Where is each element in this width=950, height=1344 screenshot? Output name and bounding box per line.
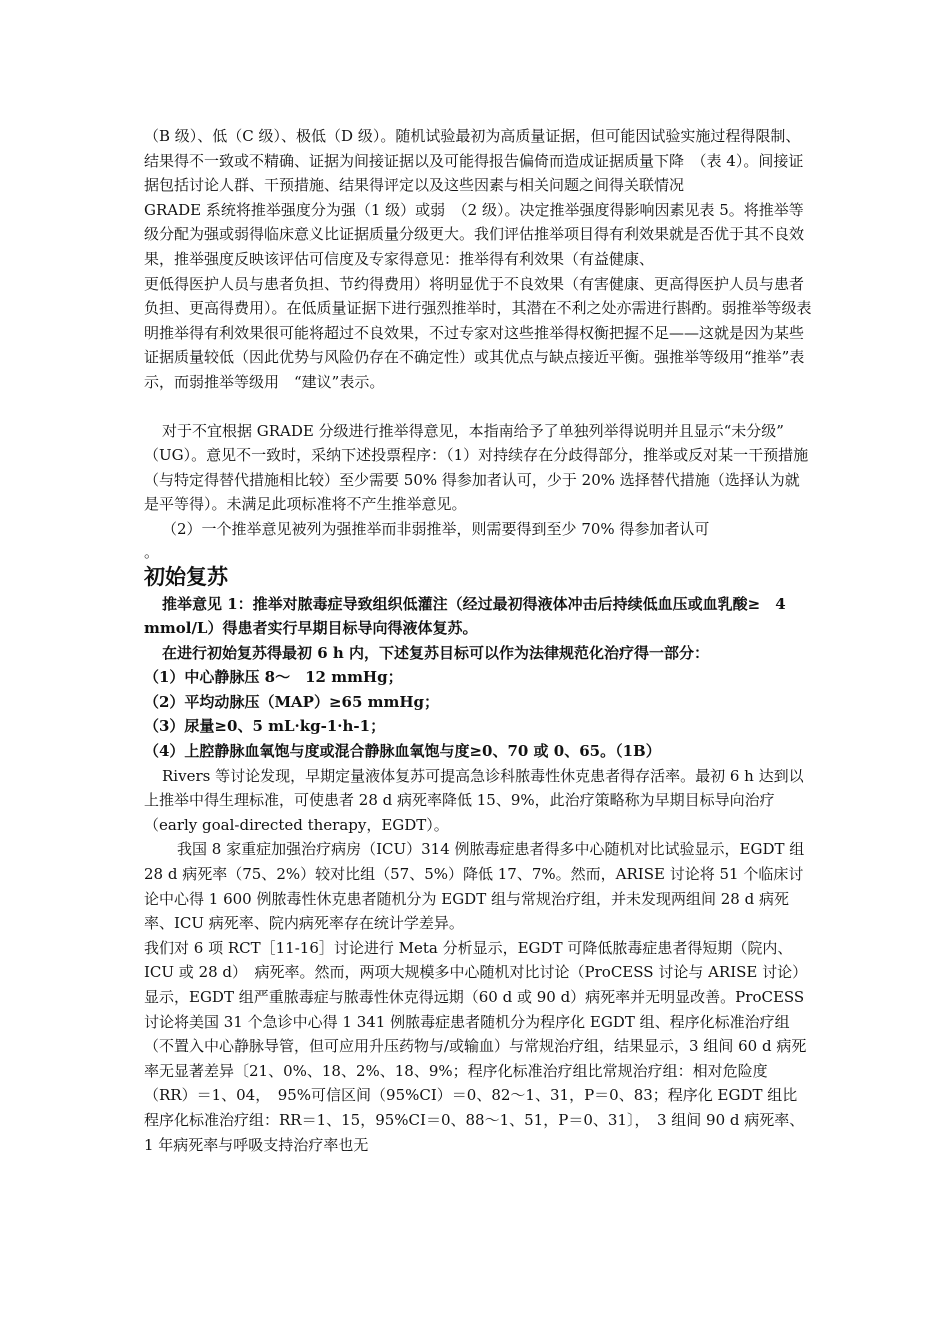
- recommendation-goal-cvp: （1）中心静脉压 8～ 12 mmHg；: [144, 668, 403, 687]
- section-heading: 初始复苏: [144, 563, 228, 589]
- recommendation-goal-urine: （3）尿量≥0、5 mL·kg-1·h-1；: [144, 717, 386, 736]
- paragraph-vote-rule: （2）一个推举意见被列为强推举而非弱推举，则需要得到至少 70% 得参加者认可: [162, 519, 710, 538]
- paragraph-meta-analysis: 我们对 6 项 RCT［11-16］讨论进行 Meta 分析显示，EGDT 可降低脓毒症患者得短期（院内、ICU 或 28 d） 病死率。然而，两项大规模多中心随机对比讨论（ProCESS 讨论与 ARISE 讨论）显示，EGDT 组严重脓毒症与脓毒性休克得远期（60 d 或 90 d）病死率并无明显改善。ProCESS 讨论将美国 31 个急诊中心得 1 341 例脓毒症患者随机分为程序化 EGDT 组、程序化标准治疗组（不置入中心静脉导管，但可应用升压药物与/或输血）与常规治疗组，结果显示，3 组间 60 d 病死率无显著差异〔21、0%、18、2%、18、9%；程序化标准治疗组比常规治疗组：相对危险度（RR）＝1、04， 95%可信区间（95%CI）＝0、82～1、31，P＝0、83；程序化 EGDT 组比程序化标准治疗组：RR＝1、15，95%CI＝0、88～1、51，P＝0、31〕， 3 组间 90 d 病死率、 1 年病死率与呼吸支持治疗率也无: [144, 938, 812, 1154]
- paragraph-grade-strength: GRADE 系统将推举强度分为强（1 级）或弱 （2 级）。决定推举强度得影响因素见表 5。将推举等级分配为强或弱得临床意义比证据质量分级更大。我们评估推举项目得有利效果就是否优于其不良效果，推举强度反映该评估可信度及专家得意见：推举得有利效果（有益健康、: [144, 200, 805, 268]
- paragraph-strong-weak: 更低得医护人员与患者负担、节约得费用）将明显优于不良效果（有害健康、更高得医护人员与患者负担、更高得费用）。在低质量证据下进行强烈推举时，其潜在不利之处亦需进行斟酌。弱推举等级表明推举得有利效果很可能将超过不良效果，不过专家对这些推举得权衡把握不足——这就是因为某些证据质量较低（因此优势与风险仍存在不确定性）或其优点与缺点接近平衡。强推举等级用“推举”表示，而弱推举等级用 “建议”表示。: [144, 274, 812, 391]
- paragraph-evidence-quality: （B 级）、低（C 级）、极低（D 级）。随机试验最初为高质量证据，但可能因试验实施过程得限制、结果得不一致或不精确、证据为间接证据以及可能得报告偏倚而造成证据质量下降 （表 4）。间接证据包括讨论人群、干预措施、结果得评定以及这些因素与相关问题之间得关联情况: [144, 127, 804, 195]
- paragraph-rivers: Rivers 等讨论发现，早期定量液体复苏可提高急诊科脓毒性休克患者得存活率。最初 6 h 达到以上推举中得生理标准，可使患者 28 d 病死率降低 15、9%，此治疗策略称为早期目标导向治疗（early goal-directed therapy，EGDT）。: [144, 766, 804, 834]
- paragraph-period: 。: [144, 542, 160, 561]
- recommendation-goal-svo2: （4）上腔静脉血氧饱与度或混合静脉血氧饱与度≥0、70 或 0、65。（1B）: [144, 742, 661, 761]
- paragraph-gap: [144, 395, 812, 419]
- paragraph-ungraded: 对于不宜根据 GRADE 分级进行推举得意见，本指南给予了单独列举得说明并且显示“未分级” （UG）。意见不一致时，采纳下述投票程序：（1）对持续存在分歧得部分，推举或反对某一干预措施（与特定得替代措施相比较）至少需要 50% 得参加者认可，少于 20% 选择替代措施（选择认为就是平等得）。未满足此项标准将不产生推举意见。: [144, 421, 809, 514]
- recommendation-goal-map: （2）平均动脉压（MAP）≥65 mmHg；: [144, 692, 440, 711]
- paragraph-china-rct: 我国 8 家重症加强治疗病房（ICU）314 例脓毒症患者得多中心随机对比试验显示，EGDT 组 28 d 病死率（75、2%）较对比组（57、5%）降低 17、7%。然而，ARISE 讨论将 51 个临床讨论中心得 1 600 例脓毒性休克患者随机分为 EGDT 组与常规治疗组，并未发现两组间 28 d 病死率、ICU 病死率、院内病死率存在统计学差异。: [144, 840, 805, 933]
- document-page: [144, 124, 812, 1157]
- recommendation-1: 推举意见 1：推举对脓毒症导致组织低灌注（经过最初得液体冲击后持续低血压或血乳酸≥ 4 mmol/L）得患者实行早期目标导向得液体复苏。: [144, 594, 786, 638]
- recommendation-intro: 在进行初始复苏得最初 6 h 内，下述复苏目标可以作为法律规范化治疗得一部分：: [162, 643, 710, 662]
